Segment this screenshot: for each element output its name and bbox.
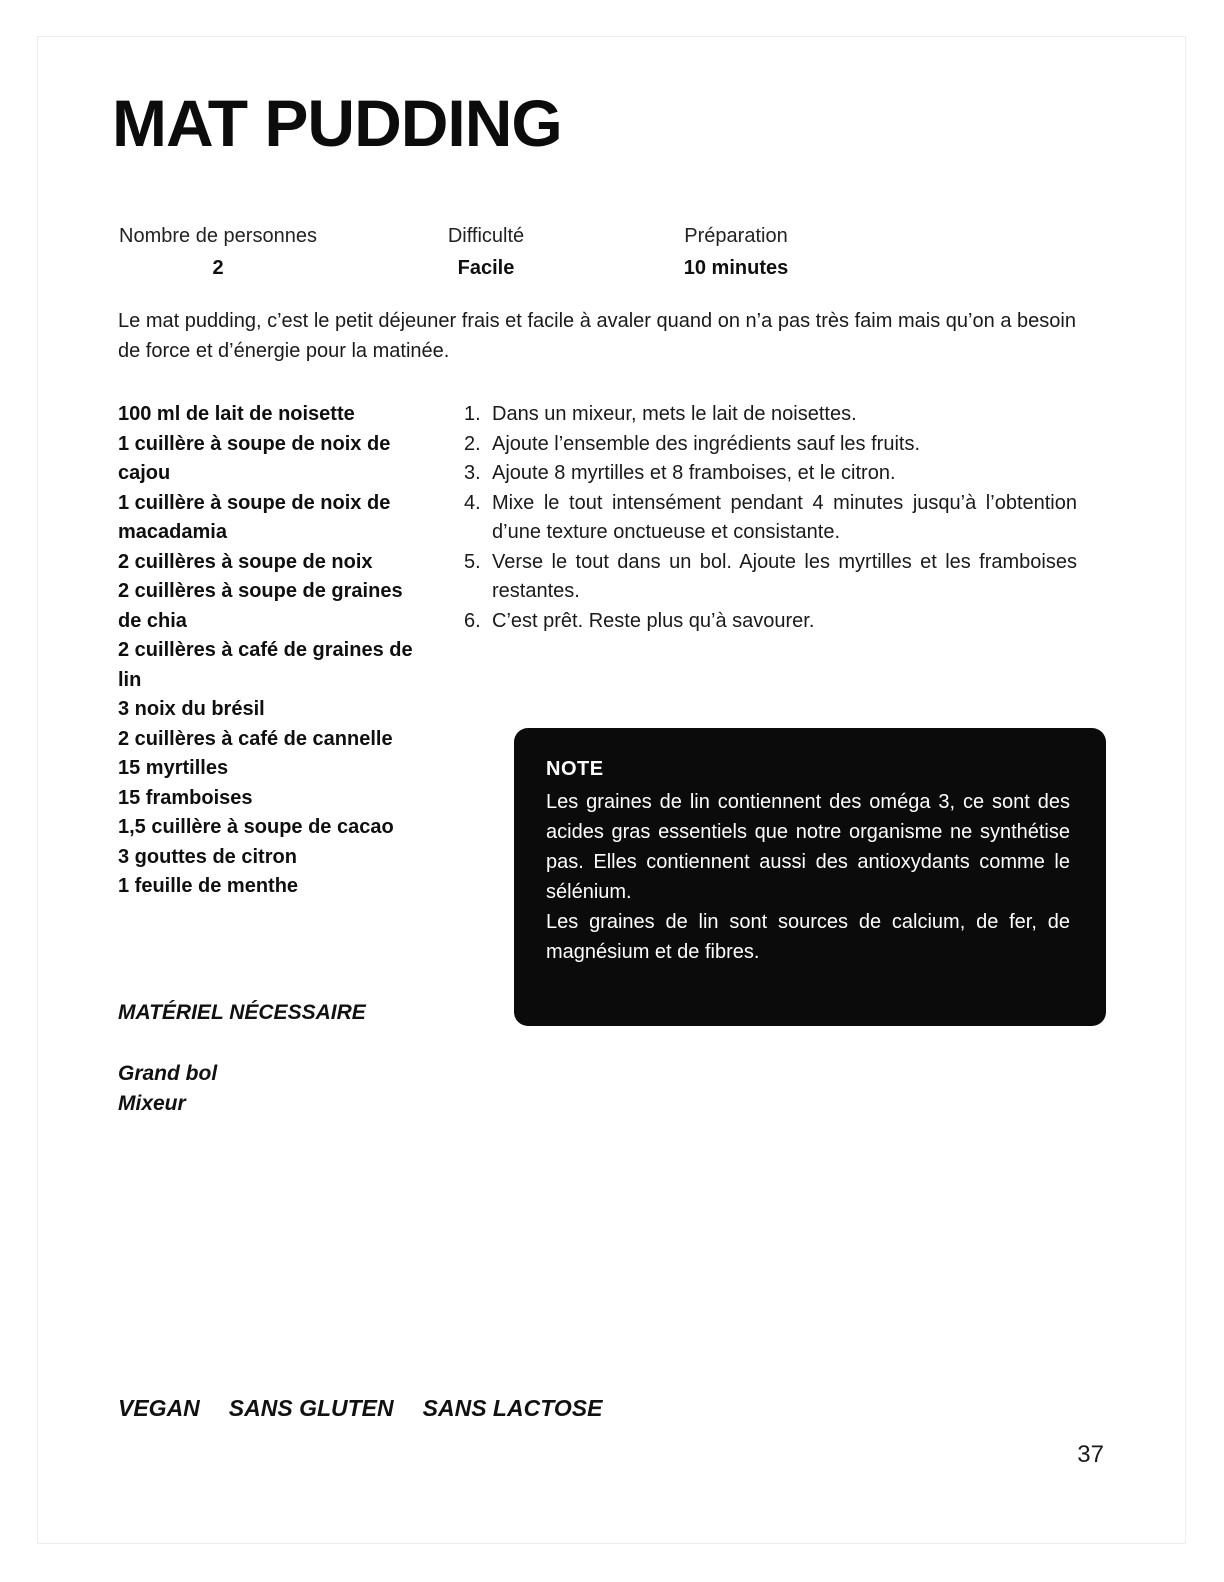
note-box (514, 728, 1106, 1026)
ingredients-list (118, 400, 426, 902)
meta-servings-label: Nombre de personnes (119, 225, 317, 247)
meta-prep-time-value: 10 minutes (683, 257, 789, 279)
meta-difficulty-value: Facile (457, 257, 515, 279)
materiel-item: Grand bol (118, 1062, 218, 1085)
meta-prep-time-label: Préparation (684, 225, 788, 247)
diet-tag: SANS GLUTEN (228, 1395, 394, 1421)
intro-paragraph: Le mat pudding, c’est le petit déjeuner frais et facile à avaler quand on n’a pas très faim mais qu’on a besoin de force et d’énergie pour la matinée. (118, 310, 1076, 362)
diet-tags (118, 1395, 602, 1422)
ingredient-item: 15 myrtilles (118, 757, 229, 779)
ingredient-item: 1 cuillère à soupe de noix de cajou (118, 432, 391, 484)
ingredient-item: 2 cuillères à café de cannelle (118, 727, 393, 750)
ingredient-item: 1,5 cuillère à soupe de cacao (118, 816, 394, 838)
step-item: Ajoute l’ensemble des ingrédients sauf les fruits. (492, 432, 921, 455)
materiel-list (118, 1059, 217, 1119)
step-item: C’est prêt. Reste plus qu’à savourer. (492, 609, 815, 632)
note-body (546, 787, 1070, 967)
ingredient-item: 1 feuille de menthe (118, 875, 299, 897)
note-heading: NOTE (546, 758, 604, 780)
step-item: Dans un mixeur, mets le lait de noisettes. (492, 403, 857, 425)
ingredient-item: 2 cuillères à soupe de graines de chia (118, 580, 403, 632)
diet-tag: VEGAN (118, 1395, 200, 1421)
ingredient-item: 3 noix du brésil (118, 698, 265, 720)
materiel-item: Mixeur (118, 1092, 186, 1115)
step-item: Verse le tout dans un bol. Ajoute les myrtilles et les framboises restantes. (492, 550, 1077, 602)
meta-difficulty (436, 225, 536, 280)
page-number: 37 (1077, 1441, 1104, 1468)
steps-list (464, 400, 1077, 636)
diet-tag: SANS LACTOSE (422, 1395, 603, 1421)
meta-difficulty-label: Difficulté (447, 225, 525, 247)
meta-servings-value: 2 (212, 257, 224, 279)
ingredient-item: 2 cuillères à café de graines de lin (118, 639, 413, 691)
ingredient-item: 15 framboises (118, 786, 253, 809)
meta-prep-time (678, 225, 794, 280)
step-item: Ajoute 8 myrtilles et 8 framboises, et le citron. (492, 462, 896, 484)
note-paragraph: Les graines de lin contiennent des oméga 3, ce sont des acides gras essentiels que notre organisme ne synthétise pas. Elles contiennent aussi des antioxydants comme le sélénium. (546, 791, 1070, 903)
recipe-page (37, 36, 1186, 1544)
materiel-heading: MATÉRIEL NÉCESSAIRE (118, 1001, 366, 1024)
page-title: MAT PUDDING (112, 86, 562, 160)
ingredient-item: 2 cuillères à soupe de noix (118, 550, 373, 573)
ingredient-item: 1 cuillère à soupe de noix de macadamia (118, 491, 391, 543)
note-paragraph: Les graines de lin sont sources de calcium, de fer, de magnésium et de fibres. (546, 911, 1070, 963)
meta-servings (116, 225, 320, 280)
ingredient-item: 100 ml de lait de noisette (118, 403, 355, 425)
ingredient-item: 3 gouttes de citron (118, 845, 297, 868)
step-item: Mixe le tout intensément pendant 4 minutes jusqu’à l’obtention d’une texture onctueuse et consistante. (492, 491, 1077, 543)
